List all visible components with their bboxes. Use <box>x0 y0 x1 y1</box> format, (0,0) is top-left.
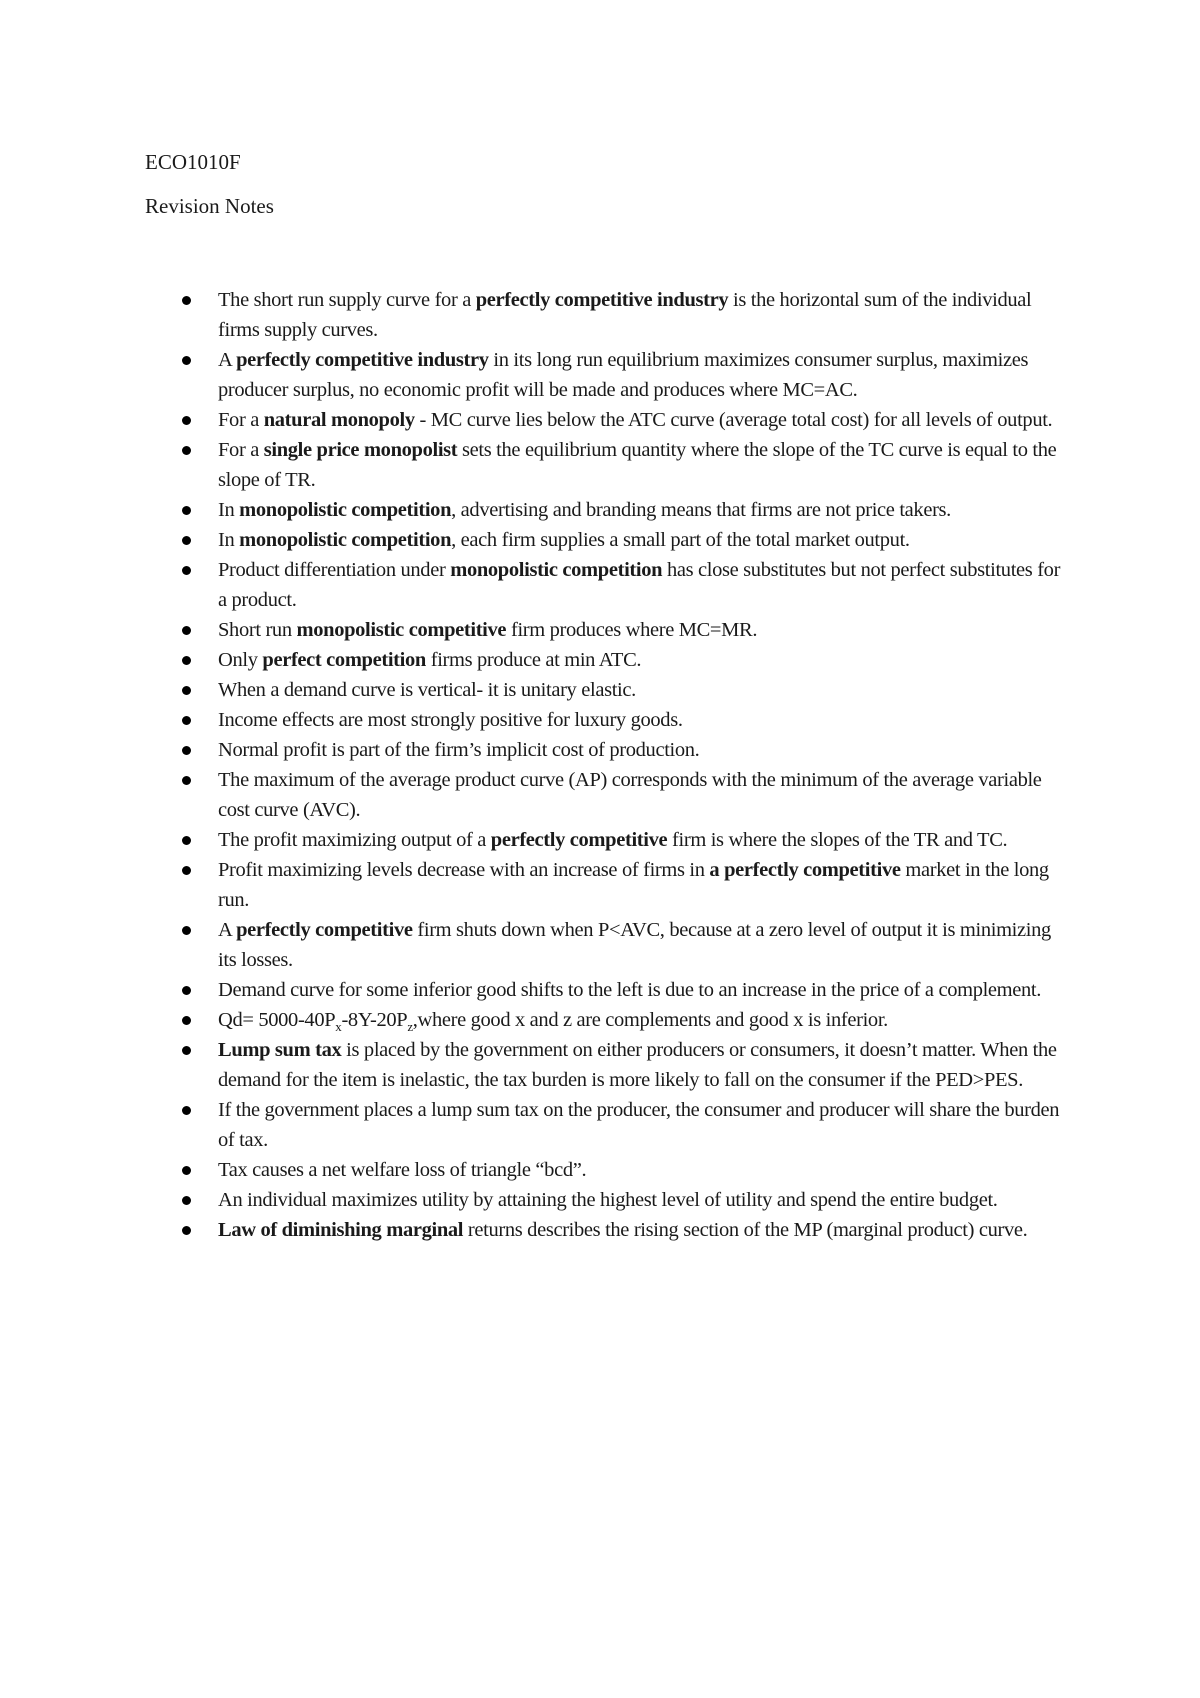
note-item <box>0 705 1200 735</box>
bullet-icon <box>182 446 191 455</box>
note-text: sets the equilibrium quantity where the slope of the TC curve is equal to the slope of TR. <box>218 439 1057 491</box>
note-text: -8Y-20P <box>341 1009 408 1031</box>
note-text: Profit maximizing levels decrease with an increase of firms in <box>218 859 710 881</box>
note-item <box>0 615 1200 645</box>
bullet-icon <box>182 866 191 875</box>
note-text: In <box>218 529 240 551</box>
note-text: Normal profit is part of the firm’s implicit cost of production. <box>218 739 700 761</box>
note-emphasis: monopolistic competition <box>239 499 452 521</box>
bullet-icon <box>182 416 191 425</box>
bullet-icon <box>182 716 191 725</box>
note-text: firm shuts down when P<AVC, because at a zero level of output it is minimizing its losses. <box>218 919 1051 971</box>
bullet-icon <box>182 776 191 785</box>
note-item <box>0 855 1200 915</box>
course-code: ECO1010F <box>145 150 241 174</box>
note-text: Demand curve for some inferior good shifts to the left is due to an increase in the price of a complement. <box>218 979 1042 1001</box>
bullet-icon <box>182 656 191 665</box>
note-emphasis: Lump sum tax <box>218 1039 342 1061</box>
note-text: market in the long run. <box>218 859 1049 911</box>
note-item <box>0 1005 1200 1035</box>
note-item <box>0 915 1200 975</box>
note-emphasis: monopolistic competitive <box>296 619 507 641</box>
note-text: - MC curve lies below the ATC curve (average total cost) for all levels of output. <box>414 409 1053 431</box>
note-item <box>0 975 1200 1005</box>
note-text: , each firm supplies a small part of the total market output. <box>451 529 910 551</box>
note-emphasis: perfectly competitive <box>236 919 413 941</box>
note-text: Tax causes a net welfare loss of triangle “bcd”. <box>218 1159 587 1181</box>
note-item <box>0 645 1200 675</box>
note-item <box>0 1155 1200 1185</box>
bullet-icon <box>182 506 191 515</box>
note-item <box>0 345 1200 405</box>
note-text: returns describes the rising section of the MP (marginal product) curve. <box>463 1219 1028 1241</box>
note-text: firm is where the slopes of the TR and TC. <box>667 829 1008 851</box>
bullet-icon <box>182 1226 191 1235</box>
note-item <box>0 525 1200 555</box>
note-text: Only <box>218 649 263 671</box>
note-item <box>0 1185 1200 1215</box>
note-item <box>0 495 1200 525</box>
note-item <box>0 1035 1200 1095</box>
bullet-icon <box>182 356 191 365</box>
bullet-icon <box>182 626 191 635</box>
note-item <box>0 435 1200 495</box>
note-item <box>0 735 1200 765</box>
note-item <box>0 765 1200 825</box>
bullet-icon <box>182 836 191 845</box>
note-text: firm produces where MC=MR. <box>506 619 758 641</box>
note-text: The maximum of the average product curve (AP) corresponds with the minimum of the average variable cost curve (AVC). <box>218 769 1042 821</box>
note-emphasis: perfectly competitive industry <box>236 349 489 371</box>
note-text: is placed by the government on either producers or consumers, it doesn’t matter. When the demand for the item is inelastic, the tax burden is more likely to fall on the consumer if the PED>PES. <box>218 1039 1057 1091</box>
bullet-icon <box>182 536 191 545</box>
note-text: Short run <box>218 619 297 641</box>
note-text: firms produce at min ATC. <box>425 649 642 671</box>
note-item <box>0 555 1200 615</box>
bullet-icon <box>182 1106 191 1115</box>
note-text: For a <box>218 439 264 461</box>
note-text: Product differentiation under <box>218 559 451 581</box>
bullet-icon <box>182 566 191 575</box>
note-text: The profit maximizing output of a <box>218 829 491 851</box>
note-text: When a demand curve is vertical- it is unitary elastic. <box>218 679 636 701</box>
note-text: , advertising and branding means that firms are not price takers. <box>451 499 951 521</box>
note-text: A <box>218 919 237 941</box>
note-text: For a <box>218 409 264 431</box>
note-subscript: x <box>335 1019 342 1035</box>
note-text: in its long run equilibrium maximizes consumer surplus, maximizes producer surplus, no economic profit will be made and produces where MC=AC. <box>218 349 1029 401</box>
note-text: Income effects are most strongly positive for luxury goods. <box>218 709 683 731</box>
note-emphasis: single price monopolist <box>263 439 458 461</box>
bullet-icon <box>182 1196 191 1205</box>
bullet-icon <box>182 746 191 755</box>
note-item <box>0 825 1200 855</box>
note-text: has close substitutes but not perfect substitutes for a product. <box>218 559 1061 611</box>
note-subscript: z <box>407 1019 413 1035</box>
note-item <box>0 675 1200 705</box>
bullet-icon <box>182 986 191 995</box>
note-text: An individual maximizes utility by attaining the highest level of utility and spend the entire budget. <box>218 1189 998 1211</box>
bullet-icon <box>182 1166 191 1175</box>
revision-notes-list <box>0 285 1200 1245</box>
note-emphasis: perfectly competitive industry <box>475 289 729 311</box>
bullet-icon <box>182 1046 191 1055</box>
note-emphasis: a perfectly competitive <box>709 859 901 881</box>
note-item <box>0 285 1200 345</box>
note-text: The short run supply curve for a <box>218 289 476 311</box>
bullet-icon <box>182 926 191 935</box>
bullet-icon <box>182 1016 191 1025</box>
note-item <box>0 1095 1200 1155</box>
note-emphasis: monopolistic competition <box>239 529 452 551</box>
note-item <box>0 405 1200 435</box>
note-text: A <box>218 349 237 371</box>
bullet-icon <box>182 686 191 695</box>
note-text: Qd= 5000-40P <box>218 1009 336 1031</box>
note-text: In <box>218 499 240 521</box>
note-item <box>0 1215 1200 1245</box>
note-text: If the government places a lump sum tax on the producer, the consumer and producer will share the burden of tax. <box>218 1099 1060 1151</box>
note-emphasis: Law of diminishing marginal <box>218 1219 464 1241</box>
note-emphasis: perfect competition <box>262 649 426 671</box>
note-emphasis: monopolistic competition <box>450 559 663 581</box>
note-text: ,where good x and z are complements and good x is inferior. <box>412 1009 888 1031</box>
document-title: Revision Notes <box>145 194 274 218</box>
note-emphasis: natural monopoly <box>263 409 415 431</box>
note-emphasis: perfectly competitive <box>490 829 668 851</box>
bullet-icon <box>182 296 191 305</box>
note-text: is the horizontal sum of the individual firms supply curves. <box>218 289 1032 341</box>
